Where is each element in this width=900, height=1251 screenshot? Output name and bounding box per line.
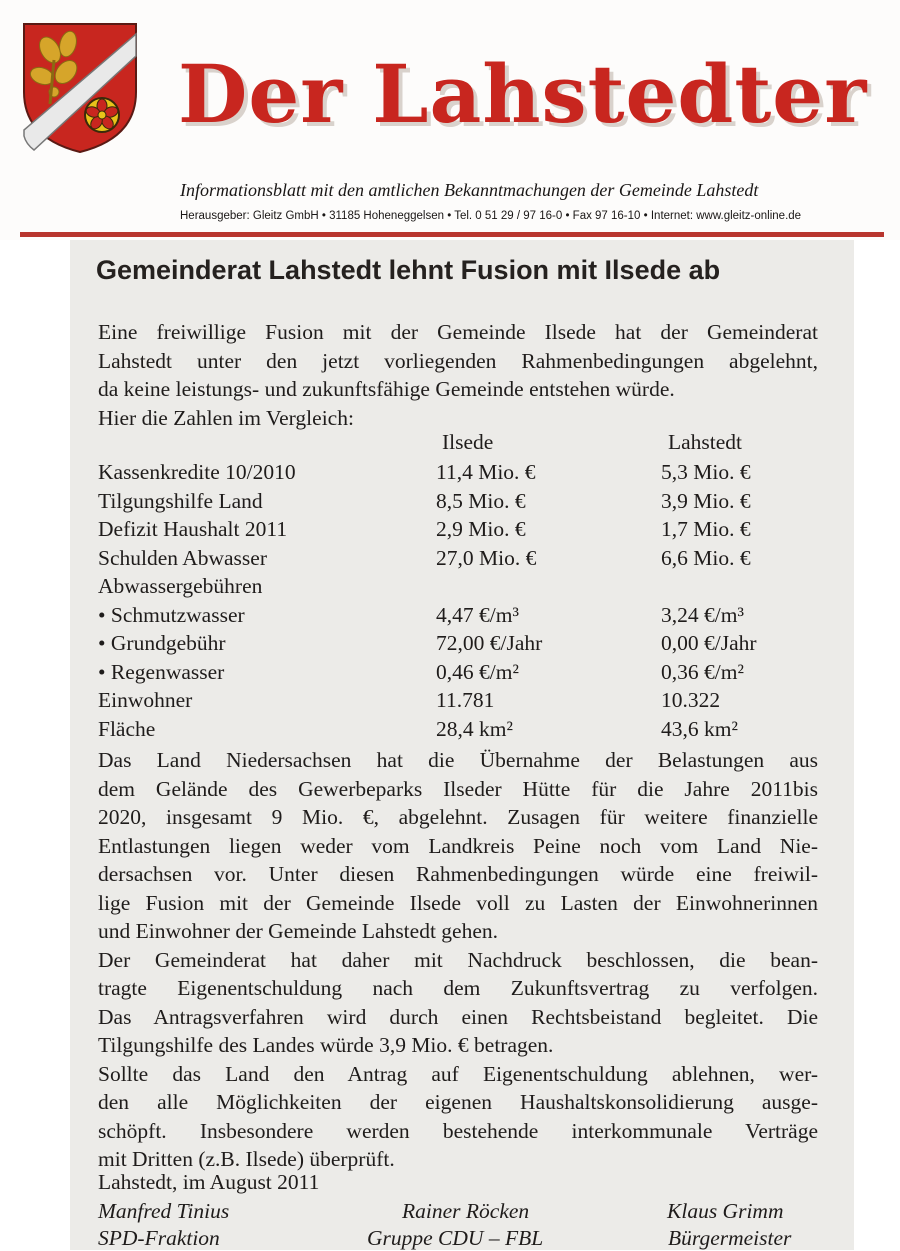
- intro-paragraph: [98, 318, 818, 432]
- table-row: [98, 487, 818, 515]
- newspaper-title: Der Lahstedter: [178, 47, 868, 141]
- text-line: Das Antragsverfahren wird durch einen Rechtsbeistand begleitet. Die: [98, 1004, 818, 1029]
- lahstedt-value: 0,00 €/Jahr: [661, 631, 757, 655]
- lahstedt-value: 6,6 Mio. €: [661, 545, 751, 570]
- signatory-name: Manfred Tinius: [98, 1199, 230, 1223]
- table-row: [98, 629, 818, 657]
- text-line: Hier die Zahlen im Vergleich:: [98, 405, 354, 430]
- lahstedt-value: 43,6 km²: [661, 716, 738, 741]
- text-line: Sollte das Land den Antrag auf Eigenentschuldung ablehnen, wer-: [98, 1061, 818, 1086]
- text-line: schöpft. Insbesondere werden bestehende interkommunale Verträge: [98, 1118, 818, 1143]
- ilsede-value: 8,5 Mio. €: [436, 488, 526, 513]
- text-line: Tilgungshilfe des Landes würde 3,9 Mio. € betragen.: [98, 1033, 554, 1057]
- ilsede-value: 72,00 €/Jahr: [436, 631, 543, 655]
- ilsede-value: 27,0 Mio. €: [436, 545, 537, 570]
- text-line: mit Dritten (z.B. Ilsede) überprüft.: [98, 1147, 395, 1171]
- row-label: Defizit Haushalt 2011: [98, 517, 288, 541]
- column-header-lahstedt: Lahstedt: [668, 430, 743, 454]
- row-label: • Grundgebühr: [98, 631, 226, 655]
- lahstedt-value: 3,24 €/m³: [661, 602, 744, 627]
- table-row: [98, 572, 818, 600]
- text-line: Entlastungen liegen weder vom Landkreis Peine noch vom Land Nie-: [98, 833, 818, 858]
- row-label: Einwohner: [98, 688, 193, 712]
- text-line: da keine leistungs- und zukunftsfähige Gemeinde entstehen würde.: [98, 377, 675, 401]
- publisher-info: Herausgeber: Gleitz GmbH • 31185 Hoheneggelsen • Tel. 0 51 29 / 97 16-0 • Fax 97 16-10 • Internet: www.gleitz-online.de: [180, 210, 802, 222]
- ilsede-value: 11,4 Mio. €: [436, 460, 536, 484]
- lahstedt-value: 10.322: [661, 688, 721, 712]
- lahstedt-value: 1,7 Mio. €: [661, 517, 751, 541]
- text-line: 2020, insgesamt 9 Mio. €, abgelehnt. Zusagen für weitere finanzielle: [98, 805, 818, 829]
- masthead: [0, 0, 900, 240]
- table-row: [98, 458, 818, 486]
- column-header-ilsede: Ilsede: [442, 430, 494, 454]
- ilsede-value: 4,47 €/m³: [436, 602, 519, 627]
- text-line: Eine freiwillige Fusion mit der Gemeinde Ilsede hat der Gemeinderat: [98, 320, 818, 344]
- row-label: Tilgungshilfe Land: [98, 488, 263, 513]
- place-date: Lahstedt, im August 2011: [98, 1170, 320, 1194]
- article-headline: Gemeinderat Lahstedt lehnt Fusion mit Ilsede ab: [96, 255, 721, 285]
- ilsede-value: 11.781: [436, 688, 495, 712]
- ilsede-value: 2,9 Mio. €: [436, 517, 526, 541]
- table-row: [98, 515, 818, 543]
- row-label: • Regenwasser: [98, 659, 225, 684]
- masthead-divider: [20, 232, 884, 237]
- ilsede-value: 0,46 €/m²: [436, 659, 519, 684]
- text-line: dem Gelände des Gewerbeparks Ilseder Hütte für die Jahre 2011bis: [98, 776, 818, 801]
- row-label: • Schmutzwasser: [98, 602, 245, 627]
- signatory-name: Klaus Grimm: [667, 1199, 784, 1223]
- table-row: [98, 658, 818, 686]
- table-row: [98, 686, 818, 714]
- signatory-role: Bürgermeister: [668, 1226, 792, 1250]
- text-line: und Einwohner der Gemeinde Lahstedt gehen.: [98, 919, 499, 943]
- tagline: Informationsblatt mit den amtlichen Bekanntmachungen der Gemeinde Lahstedt: [180, 180, 759, 200]
- signatory-role: SPD-Fraktion: [98, 1226, 220, 1250]
- text-line: tragte Eigenentschuldung nach dem Zukunftsvertrag zu verfolgen.: [98, 976, 818, 1000]
- text-line: den alle Möglichkeiten der eigenen Haushaltskonsolidierung ausge-: [98, 1090, 818, 1114]
- lahstedt-value: 0,36 €/m²: [661, 659, 744, 684]
- text-line: Lahstedt unter den jetzt vorliegenden Rahmenbedingungen abgelehnt,: [98, 348, 818, 373]
- lahstedt-value: 5,3 Mio. €: [661, 460, 751, 484]
- table-row: [98, 601, 818, 629]
- row-label: Abwassergebühren: [98, 574, 263, 598]
- table-row: [98, 544, 818, 572]
- text-line: Der Gemeinderat hat daher mit Nachdruck beschlossen, die bean-: [98, 947, 818, 972]
- text-line: Das Land Niedersachsen hat die Übernahme der Belastungen aus: [98, 748, 818, 772]
- lahstedt-value: 3,9 Mio. €: [661, 488, 751, 513]
- text-line: lige Fusion mit der Gemeinde Ilsede voll zu Lasten der Einwohnerinnen: [98, 890, 818, 915]
- signatory-role: Gruppe CDU – FBL: [367, 1226, 544, 1250]
- text-line: dersachsen vor. Unter diesen Rahmenbedingungen würde eine freiwil-: [98, 862, 818, 886]
- body-paragraph: [98, 746, 818, 1174]
- ilsede-value: 28,4 km²: [436, 716, 513, 741]
- signatory-name: Rainer Röcken: [402, 1199, 530, 1223]
- coat-of-arms-icon: [20, 20, 140, 154]
- row-label: Fläche: [98, 716, 156, 741]
- row-label: Schulden Abwasser: [98, 545, 267, 570]
- table-row: [98, 715, 818, 743]
- row-label: Kassenkredite 10/2010: [98, 460, 296, 484]
